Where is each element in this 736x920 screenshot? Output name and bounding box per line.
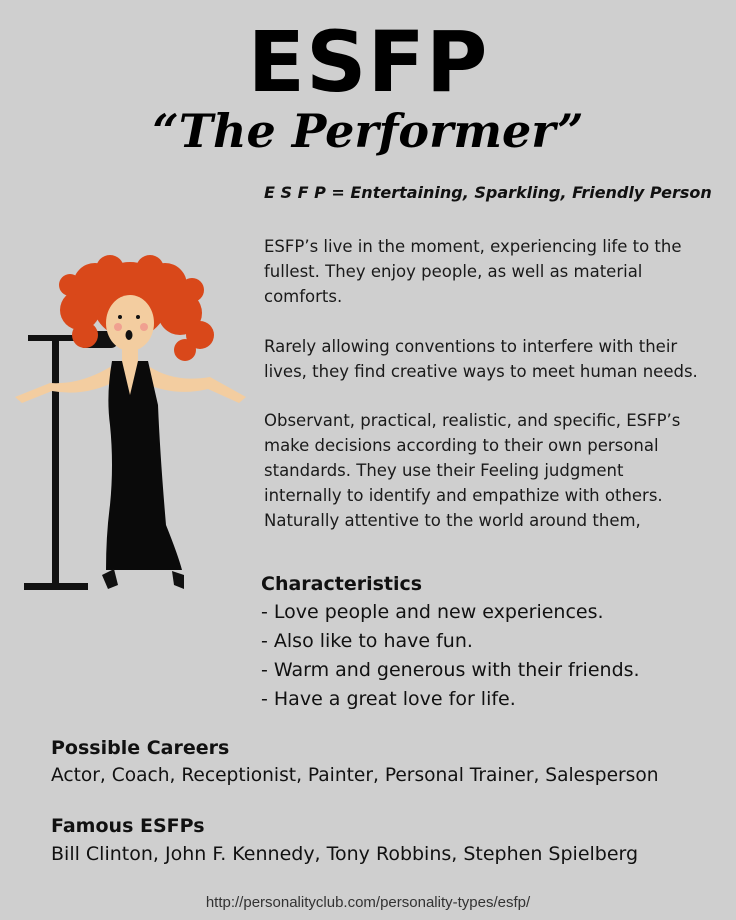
list-item: - Also like to have fun. [261, 630, 473, 652]
list-item: - Have a great love for life. [261, 688, 516, 710]
list-item: - Love people and new experiences. [261, 601, 604, 623]
description-paragraph-2: Rarely allowing conventions to interfere with their lives, they find creative ways to meet human needs. [264, 337, 698, 381]
page-title: ESFP [247, 13, 489, 111]
careers-heading: Possible Careers [51, 737, 230, 759]
right-cheek [140, 323, 148, 331]
left-eye [118, 315, 122, 319]
mouth [126, 330, 133, 340]
left-shoe-icon [102, 569, 118, 589]
right-arm [144, 367, 246, 403]
careers-text: Actor, Coach, Receptionist, Painter, Personal Trainer, Salesperson [51, 765, 659, 786]
mic-stand-pole [52, 338, 59, 586]
characteristics-list [261, 598, 721, 714]
famous-text: Bill Clinton, John F. Kennedy, Tony Robbins, Stephen Spielberg [51, 843, 639, 865]
face [106, 295, 154, 351]
mic-stand-base [24, 583, 88, 590]
singer-illustration [10, 255, 255, 605]
characteristics-heading: Characteristics [261, 573, 423, 595]
left-arm [15, 367, 116, 403]
description-paragraph-1: ESFP’s live in the moment, experiencing life to the fullest. They enjoy people, as well as material comforts. [264, 237, 682, 306]
famous-heading: Famous ESFPs [51, 815, 205, 837]
acronym-line: E S F P = Entertaining, Sparkling, Friendly Person [264, 183, 712, 202]
right-eye [136, 315, 140, 319]
right-shoe-icon [172, 571, 184, 589]
source-url: http://personalityclub.com/personality-types/esfp/ [205, 894, 531, 911]
left-cheek [114, 323, 122, 331]
dress [106, 361, 182, 570]
page-subtitle: “The Performer” [152, 104, 584, 158]
description-paragraph-3: Observant, practical, realistic, and specific, ESFP’s make decisions according to their own personal standards. They use their Feeling judgment internally to identify and empathize with others. Naturally attentive to the world around them, [264, 411, 681, 530]
list-item: - Warm and generous with their friends. [261, 659, 640, 681]
